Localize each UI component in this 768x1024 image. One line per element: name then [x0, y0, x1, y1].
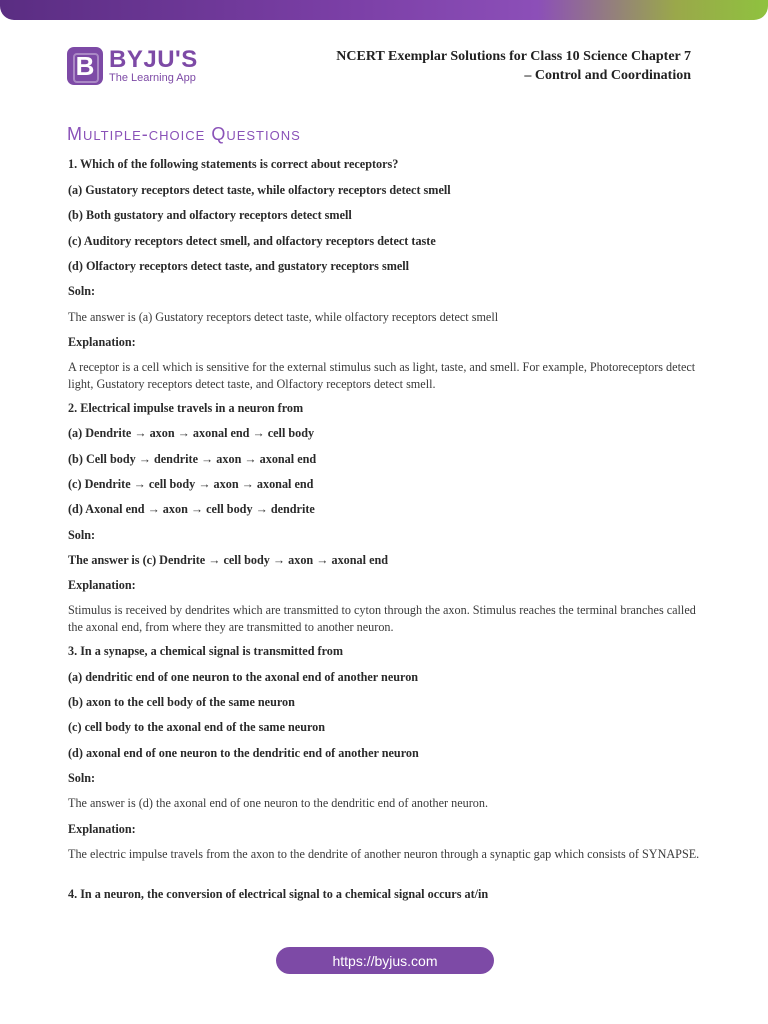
- question-line: (a) dendritic end of one neuron to the axonal end of another neuron: [68, 670, 419, 684]
- question-line: (a) Dendrite → axon → axonal end → cell body: [68, 426, 315, 440]
- question-line: 4. In a neuron, the conversion of electrical signal to a chemical signal occurs at/in: [68, 887, 489, 901]
- answer-text: The answer is (d) the axonal end of one neuron to the dendritic end of another neuron.: [68, 796, 488, 810]
- question-line: Explanation:: [68, 578, 136, 592]
- question-line: (b) axon to the cell body of the same neuron: [68, 695, 295, 709]
- question-line: (d) axonal end of one neuron to the dendritic end of another neuron: [68, 746, 419, 760]
- question-line: (c) Dendrite → cell body → axon → axonal end: [68, 477, 314, 491]
- question-line: Explanation:: [68, 822, 136, 836]
- question-line: (b) Cell body → dendrite → axon → axonal end: [68, 452, 317, 466]
- answer-text: Stimulus is received by dendrites which are transmitted to cyton through the axon. Stimulus reaches the terminal branches called the axonal end, from where they are transmitted to another neuron.: [68, 603, 696, 634]
- question-line: Explanation:: [68, 335, 136, 349]
- section-heading: Multiple-choice Questions: [67, 124, 301, 144]
- document-title: [271, 47, 691, 85]
- question-line: The answer is (c) Dendrite → cell body → axon → axonal end: [68, 553, 389, 567]
- question-line: (c) Auditory receptors detect smell, and olfactory receptors detect taste: [68, 234, 436, 248]
- question-line: 1. Which of the following statements is correct about receptors?: [68, 157, 399, 171]
- document-title-line-1: NCERT Exemplar Solutions for Class 10 Science Chapter 7: [336, 49, 691, 64]
- question-line: 2. Electrical impulse travels in a neuron from: [68, 401, 304, 415]
- answer-text: A receptor is a cell which is sensitive for the external stimulus such as light, taste, and smell. For example, Photoreceptors detect light, Gustatory receptors detect taste, and Olfactory receptors detect smell.: [68, 360, 696, 391]
- logo-name: BYJU'S: [109, 45, 198, 73]
- footer-url-button[interactable]: https://byjus.com: [276, 947, 494, 974]
- question-line: Soln:: [68, 284, 96, 298]
- question-line: (c) cell body to the axonal end of the same neuron: [68, 720, 326, 734]
- question-line: Soln:: [68, 771, 96, 785]
- top-decorative-bar: [0, 0, 768, 20]
- logo-mark-icon: [67, 47, 103, 85]
- question-line: 3. In a synapse, a chemical signal is transmitted from: [68, 644, 344, 658]
- question-line: (a) Gustatory receptors detect taste, while olfactory receptors detect smell: [68, 183, 451, 197]
- answer-text: The answer is (a) Gustatory receptors detect taste, while olfactory receptors detect smell: [68, 310, 499, 324]
- logo-tagline: The Learning App: [109, 71, 196, 84]
- question-line: (b) Both gustatory and olfactory receptors detect smell: [68, 208, 352, 222]
- document-title-line-2: – Control and Coordination: [524, 68, 691, 83]
- question-line: Soln:: [68, 528, 96, 542]
- question-line: (d) Axonal end → axon → cell body → dendrite: [68, 502, 315, 516]
- logo-text: [109, 45, 198, 85]
- byjus-logo[interactable]: [67, 46, 198, 86]
- logo-letter: B: [75, 50, 95, 81]
- question-line: (d) Olfactory receptors detect taste, and gustatory receptors smell: [68, 259, 410, 273]
- answer-text: The electric impulse travels from the axon to the dendrite of another neuron through a synaptic gap which consists of SYNAPSE.: [68, 847, 700, 861]
